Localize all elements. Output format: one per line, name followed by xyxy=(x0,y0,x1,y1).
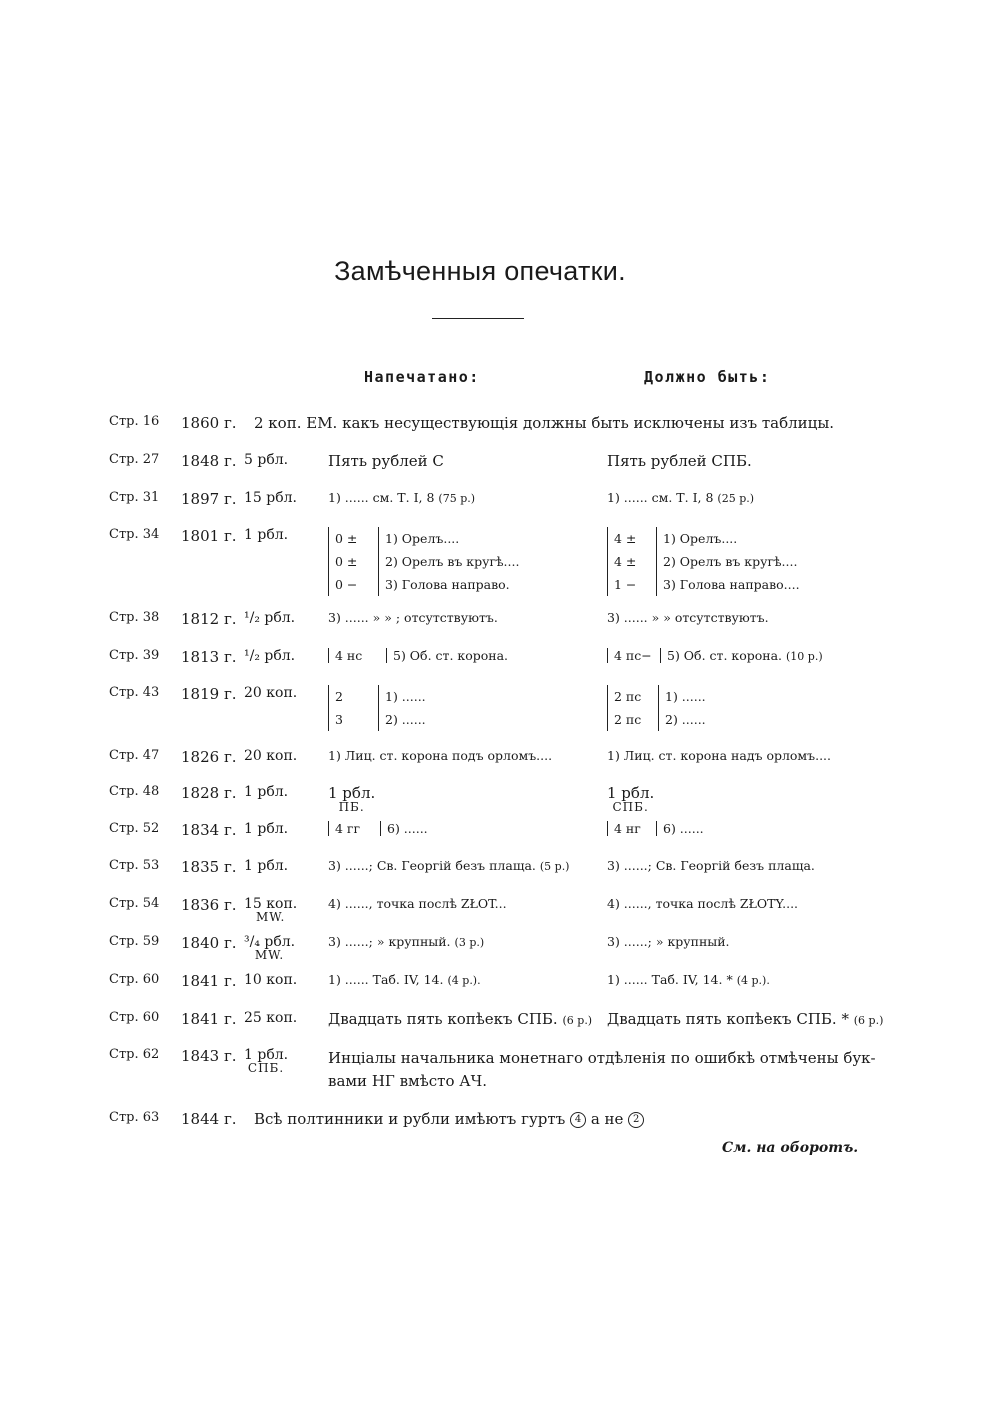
page-ref: Стр. 43 xyxy=(109,685,160,700)
denomination: 1 рбл. xyxy=(244,858,289,874)
denomination-cell xyxy=(244,1047,288,1075)
printed-edges xyxy=(328,527,357,596)
denomination: ¹/₂ рбл. xyxy=(244,648,296,664)
denomination: 1 рбл. xyxy=(244,527,289,543)
turn-over-note: См. на оборотъ. xyxy=(722,1140,859,1156)
correct-edge: 4 пс− xyxy=(607,648,652,663)
page-ref: Стр. 59 xyxy=(109,934,160,949)
printed-edge: 4 нс xyxy=(328,648,362,663)
denomination-cell xyxy=(244,896,297,924)
year: 1834 г. xyxy=(181,821,237,839)
correct-edges xyxy=(607,527,636,596)
correct-note: (10 р.) xyxy=(786,650,823,663)
page-ref: Стр. 39 xyxy=(109,648,160,663)
correct-note: (6 р.) xyxy=(853,1014,884,1027)
mint-mark: СПБ. xyxy=(247,1061,285,1075)
page-ref: Стр. 27 xyxy=(109,452,160,467)
wide-line: вами НГ вмѣсто АЧ. xyxy=(328,1072,487,1090)
printed-line: 1) ...... xyxy=(385,689,426,704)
correct-text: 3) ...... » » отсутствуютъ. xyxy=(607,610,769,625)
page-ref: Стр. 63 xyxy=(109,1110,160,1125)
year: 1812 г. xyxy=(181,610,237,628)
page-ref: Стр. 54 xyxy=(109,896,160,911)
mint-mark: MW. xyxy=(254,948,285,962)
denomination: 20 коп. xyxy=(244,748,298,764)
correct-cell xyxy=(607,784,654,814)
correct-note: (4 р.). xyxy=(736,974,770,987)
year: 1848 г. xyxy=(181,452,237,470)
correct-cell xyxy=(607,972,770,987)
year: 1819 г. xyxy=(181,685,237,703)
edge-mark: 0 ± xyxy=(335,554,358,569)
page-ref: Стр. 62 xyxy=(109,1047,160,1062)
denomination: 20 коп. xyxy=(244,685,298,701)
printed-text: 5) Об. ст. корона. xyxy=(386,648,508,663)
correct-cell xyxy=(607,1010,883,1028)
correct-text: 1) Лиц. ст. корона надъ орломъ.... xyxy=(607,748,832,763)
year: 1843 г. xyxy=(181,1047,237,1065)
edge-mark: 4 ± xyxy=(614,531,637,546)
denomination: 1 рбл. xyxy=(244,784,289,800)
correct-text: 5) Об. ст. корона. xyxy=(667,648,783,663)
page-ref: Стр. 60 xyxy=(109,1010,160,1025)
correct-line: 2) Орелъ въ кругѣ.... xyxy=(663,554,798,569)
denomination: 10 коп. xyxy=(244,972,298,988)
edge-mark: 4 ± xyxy=(614,554,637,569)
denomination: 1 рбл. xyxy=(244,821,289,837)
correct-text: 6) ...... xyxy=(656,821,704,836)
printed-note: (3 р.) xyxy=(454,936,485,949)
full-text: 2 коп. ЕМ. какъ несуществующія должны быть исключены изъ таблицы. xyxy=(254,414,835,432)
printed-text: 1) ...... см. Т. I, 8 xyxy=(328,490,435,505)
year: 1840 г. xyxy=(181,934,237,952)
correct-text: 1 рбл. xyxy=(607,784,655,802)
edge-circle: 4 xyxy=(570,1112,586,1128)
correct-text: 3) ......; » крупный. xyxy=(607,934,730,949)
correct-edge: 4 нг xyxy=(607,821,641,836)
denomination: 1 рбл. xyxy=(244,1047,289,1063)
denomination-cell xyxy=(244,934,295,962)
correct-lines xyxy=(656,527,800,596)
denomination: ³/₄ рбл. xyxy=(244,934,296,950)
printed-edges xyxy=(328,685,343,731)
correct-text: 1) ...... см. Т. I, 8 xyxy=(607,490,714,505)
printed-edge: 4 гг xyxy=(328,821,360,836)
year: 1813 г. xyxy=(181,648,237,666)
correct-cell xyxy=(607,490,754,505)
printed-line: 2) ...... xyxy=(385,712,426,727)
edge-mark: 3 xyxy=(335,712,343,727)
printed-lines xyxy=(378,527,519,596)
printed-line: 1) Орелъ.... xyxy=(385,531,460,546)
correct-text: 3) ......; Св. Георгій безъ плаща. xyxy=(607,858,815,873)
year: 1801 г. xyxy=(181,527,237,545)
denomination: ¹/₂ рбл. xyxy=(244,610,296,626)
correct-text: Двадцать пять копѣекъ СПБ. * xyxy=(607,1010,849,1028)
header-should-be: Должно быть: xyxy=(644,368,771,386)
printed-text: 3) ...... » » ; отсутствуютъ. xyxy=(328,610,498,625)
year: 1826 г. xyxy=(181,748,237,766)
correct-note: (25 р.) xyxy=(717,492,755,505)
printed-cell xyxy=(328,858,569,873)
correct-line: 1) ...... xyxy=(665,689,706,704)
printed-cell xyxy=(328,972,481,987)
correct-text: 1) ...... Таб. IV, 14. * xyxy=(607,972,733,987)
year: 1835 г. xyxy=(181,858,237,876)
printed-note: (6 р.) xyxy=(562,1014,593,1027)
printed-cell xyxy=(328,1010,592,1028)
printed-text: 6) ...... xyxy=(380,821,428,836)
correct-text: Пять рублей СПБ. xyxy=(607,452,752,470)
printed-note: (5 р.) xyxy=(539,860,570,873)
page-ref: Стр. 34 xyxy=(109,527,160,542)
printed-text: 4) ......, точка послѣ ZŁOT... xyxy=(328,896,507,911)
year: 1836 г. xyxy=(181,896,237,914)
edge-mark: 1 − xyxy=(614,577,637,592)
year: 1828 г. xyxy=(181,784,237,802)
page-ref: Стр. 31 xyxy=(109,490,160,505)
edge-circle: 2 xyxy=(628,1112,644,1128)
correct-text: 4) ......, точка послѣ ZŁOTY.... xyxy=(607,896,799,911)
printed-cell xyxy=(328,490,475,505)
wide-text xyxy=(328,1047,876,1093)
denomination: 25 коп. xyxy=(244,1010,298,1026)
page-ref: Стр. 60 xyxy=(109,972,160,987)
title-divider xyxy=(432,318,524,319)
printed-text: 3) ......; Св. Георгій безъ плаща. xyxy=(328,858,536,873)
printed-text: Пять рублей С xyxy=(328,452,444,470)
correct-edges xyxy=(607,685,641,731)
correct-cell xyxy=(660,648,823,663)
page-ref: Стр. 38 xyxy=(109,610,160,625)
printed-note: (75 р.) xyxy=(438,492,476,505)
printed-note: (4 р.). xyxy=(447,974,481,987)
printed-cell xyxy=(328,934,484,949)
page-ref: Стр. 16 xyxy=(109,414,160,429)
denomination: 15 рбл. xyxy=(244,490,297,506)
printed-lines xyxy=(378,685,426,731)
printed-text: 1) Лиц. ст. корона подъ орломъ.... xyxy=(328,748,553,763)
edge-mark: 0 − xyxy=(335,577,358,592)
correct-line: 3) Голова направо.... xyxy=(663,577,800,592)
page-ref: Стр. 47 xyxy=(109,748,160,763)
year: 1844 г. xyxy=(181,1110,237,1128)
header-printed: Напечатано: xyxy=(364,368,480,386)
year: 1897 г. xyxy=(181,490,237,508)
full-text-a: Всѣ полтинники и рубли имѣютъ гуртъ xyxy=(254,1110,566,1128)
year: 1841 г. xyxy=(181,1010,237,1028)
printed-line: 3) Голова направо. xyxy=(385,577,510,592)
printed-mint: ПБ. xyxy=(338,800,365,814)
printed-text: 1) ...... Таб. IV, 14. xyxy=(328,972,444,987)
printed-text: 1 рбл. xyxy=(328,784,376,802)
printed-text: 3) ......; » крупный. xyxy=(328,934,451,949)
correct-line: 1) Орелъ.... xyxy=(663,531,738,546)
year: 1841 г. xyxy=(181,972,237,990)
page-ref: Стр. 48 xyxy=(109,784,160,799)
edge-mark: 2 xyxy=(335,689,343,704)
denomination: 15 коп. xyxy=(244,896,298,912)
edge-mark: 2 пс xyxy=(614,712,642,727)
edge-mark: 2 пс xyxy=(614,689,642,704)
correct-mint: СПБ. xyxy=(612,800,649,814)
printed-cell xyxy=(328,784,375,814)
correct-line: 2) ...... xyxy=(665,712,706,727)
printed-text: Двадцать пять копѣекъ СПБ. xyxy=(328,1010,558,1028)
mint-mark: MW. xyxy=(255,910,286,924)
edge-mark: 0 ± xyxy=(335,531,358,546)
printed-line: 2) Орелъ въ кругѣ.... xyxy=(385,554,520,569)
page-ref: Стр. 53 xyxy=(109,858,160,873)
page-ref: Стр. 52 xyxy=(109,821,160,836)
denomination: 5 рбл. xyxy=(244,452,289,468)
full-text-b: а не xyxy=(590,1110,624,1128)
wide-line: Инціалы начальника монетнаго отдѣленія по ошибкѣ отмѣчены бук- xyxy=(328,1049,876,1067)
year: 1860 г. xyxy=(181,414,237,432)
correct-lines xyxy=(658,685,706,731)
full-text xyxy=(254,1110,644,1128)
page-title: Замѣченныя опечатки. xyxy=(334,256,626,286)
